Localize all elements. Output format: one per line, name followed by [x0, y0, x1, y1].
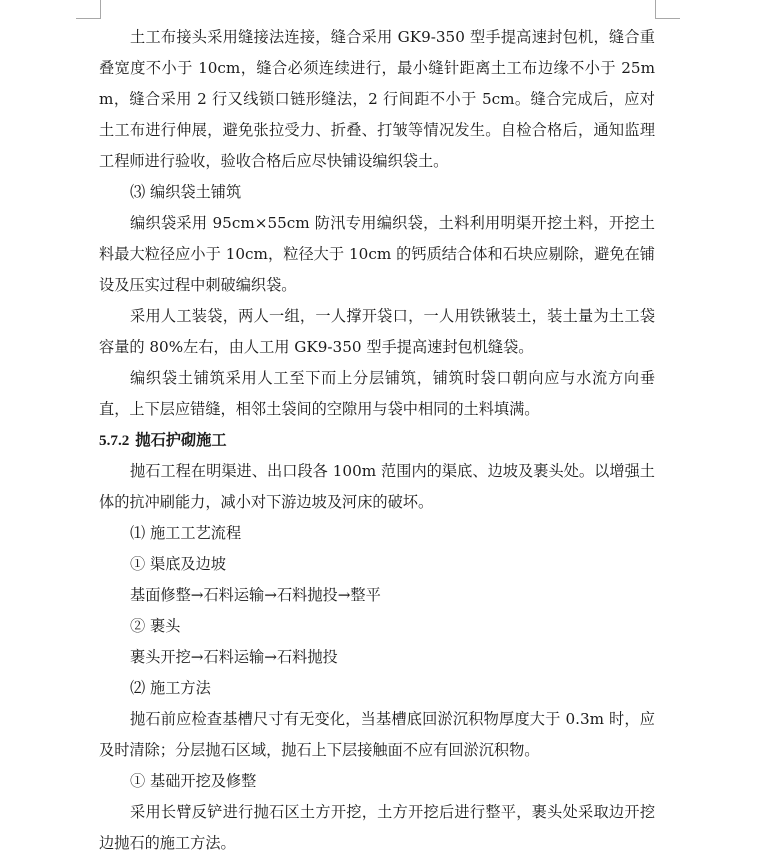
flow-channel-bottom-slope: 基面修整→石料运输→石料抛投→整平 [130, 586, 381, 604]
subheading-woven-bag-laying: ⑶ 编织袋土铺筑 [130, 183, 242, 201]
item-channel-bottom-slope: ① 渠底及边坡 [130, 555, 226, 573]
paragraph-excavation-method: 采用长臂反铲进行抛石区土方开挖，土方开挖后进行整平，裹头处采取边开挖边抛石的施工方法。 [99, 803, 655, 852]
crop-mark-right [655, 0, 680, 19]
paragraph-seam-joining: 土工布接头采用缝接法连接，缝合采用 GK9-350 型手提高速封包机，缝合重叠宽度不小于 10cm，缝合必须连续进行，最小缝针距离土工布边缘不小于 25mm，缝合采用 2 行又线锁口链形缝法，2 行间距不小于 5cm。缝合完成后，应对土工布进行伸展，避免张拉受力、折叠、打皱等情况发生。自检合格后，通知监理工程师进行验收，验收合格后应尽快铺设编织袋土。 [99, 28, 655, 170]
paragraph-manual-bagging: 采用人工装袋，两人一组，一人撑开袋口，一人用铁锹装土，装土量为土工袋容量的 80%左右，由人工用 GK9-350 型手提高速封包机缝袋。 [99, 307, 655, 356]
section-title: 抛石护砌施工 [135, 431, 227, 449]
section-number: 5.7.2 [99, 432, 130, 449]
paragraph-riprap-scope: 抛石工程在明渠进、出口段各 100m 范围内的渠底、边坡及裹头处。以增强土体的抗冲刷能力，减小对下游边坡及河床的破坏。 [99, 462, 655, 511]
subheading-construction-method: ⑵ 施工方法 [130, 679, 211, 697]
flow-wrap-head: 裹头开挖→石料运输→石料抛投 [130, 648, 338, 666]
paragraph-layered-laying: 编织袋土铺筑采用人工至下而上分层铺筑，铺筑时袋口朝向应与水流方向垂直，上下层应错缝，相邻土袋间的空隙用与袋中相同的土料填满。 [99, 369, 655, 418]
paragraph-foundation-check: 抛石前应检查基槽尺寸有无变化，当基槽底回淤沉积物厚度大于 0.3m 时，应及时清除；分层抛石区域，抛石上下层接触面不应有回淤沉积物。 [99, 710, 655, 759]
item-wrap-head: ② 裹头 [130, 617, 181, 635]
paragraph-woven-bag-material: 编织袋采用 95cm×55cm 防汛专用编织袋，土料利用明渠开挖土料，开挖土料最大粒径应小于 10cm，粒径大于 10cm 的钙质结合体和石块应剔除，避免在铺设及压实过程中刺破编织袋。 [99, 214, 655, 294]
subheading-process-flow: ⑴ 施工工艺流程 [130, 524, 242, 542]
document-body [99, 22, 655, 859]
item-foundation-excavation: ① 基础开挖及修整 [130, 772, 257, 790]
crop-mark-left [76, 0, 101, 19]
section-heading-riprap [99, 425, 655, 456]
